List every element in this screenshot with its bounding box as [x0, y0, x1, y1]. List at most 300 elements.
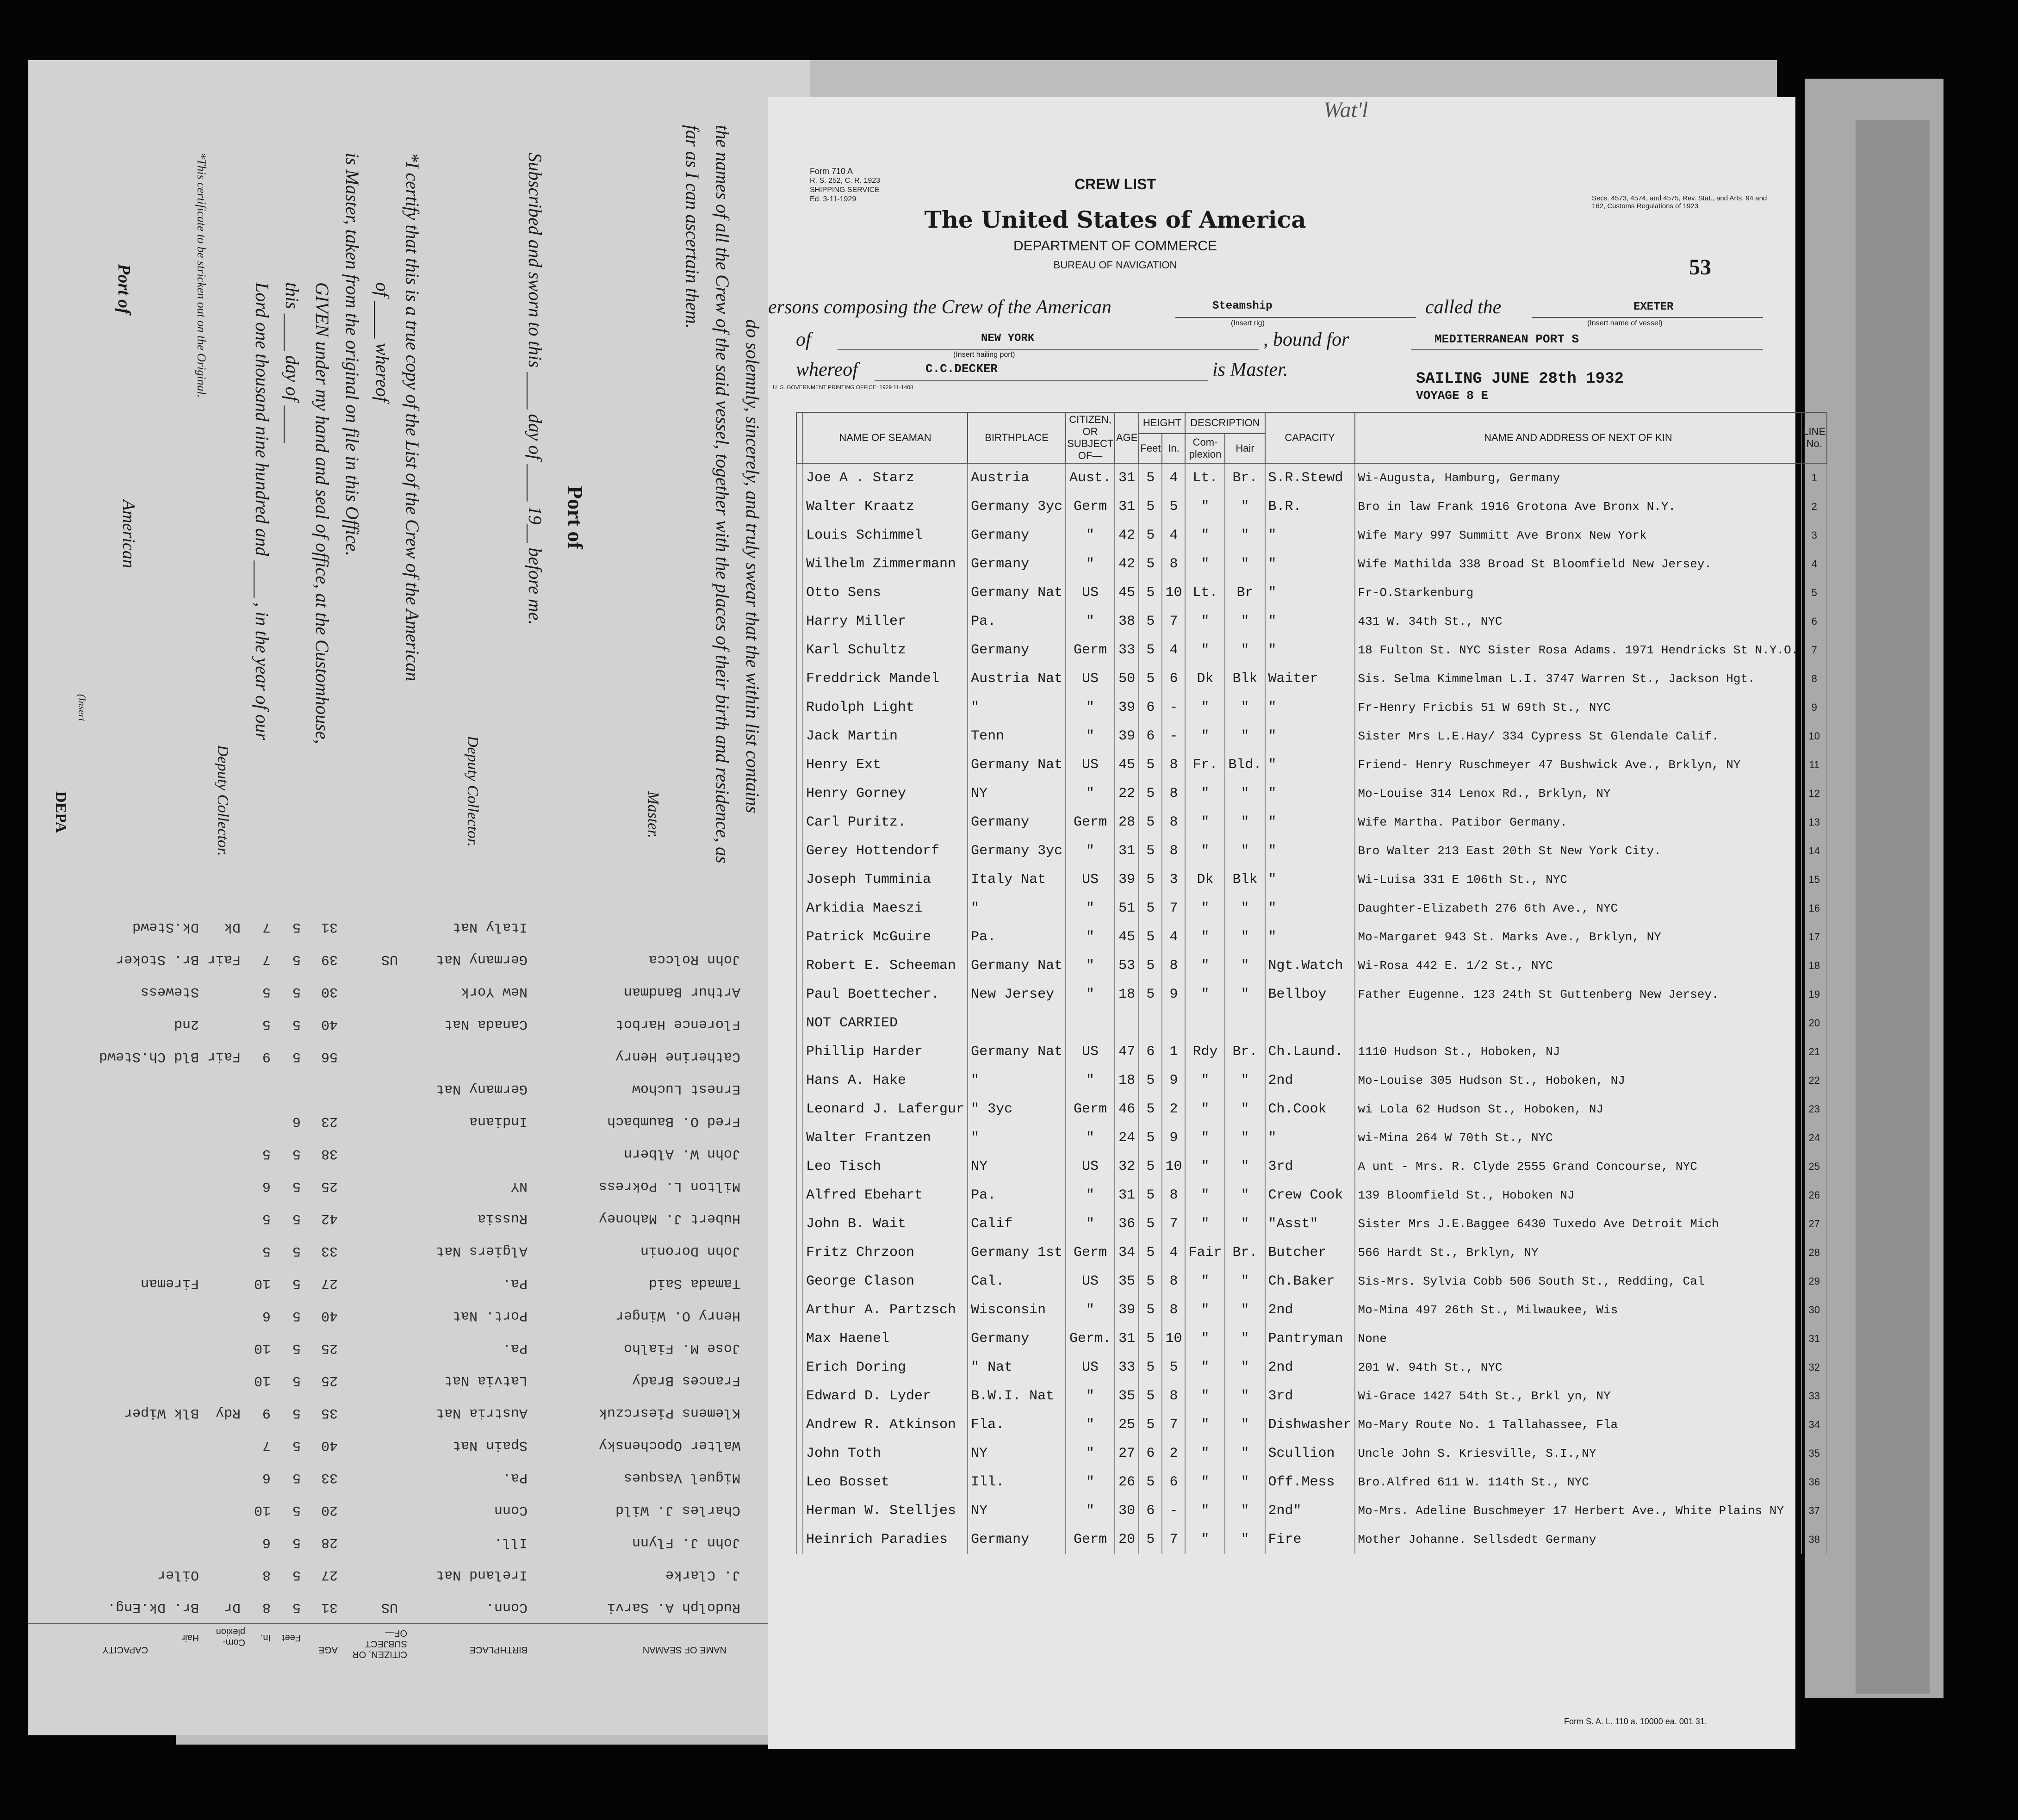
cell-kin: Mo-Mary Route No. 1 Tallahassee, Fla — [1355, 1410, 1802, 1439]
cell-cit: " — [1066, 1296, 1115, 1324]
mirror-cell: Ireland Nat — [435, 1567, 528, 1583]
cell-cap — [1265, 1009, 1355, 1037]
cell-age: 18 — [1115, 1066, 1139, 1095]
mirror-row — [28, 1429, 768, 1458]
cell-in: - — [1162, 722, 1185, 751]
cell-cap: Butcher — [1265, 1238, 1355, 1267]
cell-no: 29 — [1801, 1267, 1827, 1296]
cell-cap: Dishwasher — [1265, 1410, 1355, 1439]
cell-no: 27 — [1801, 1210, 1827, 1238]
cell-kin: Father Eugenne. 123 24th St Guttenberg New Jersey. — [1355, 980, 1802, 1009]
row-marker — [796, 550, 803, 578]
cell-age: 39 — [1115, 722, 1139, 751]
mirror-cell: 40 — [321, 1016, 338, 1032]
cell-kin: Daughter-Elizabeth 276 6th Ave., NYC — [1355, 894, 1802, 923]
cell-cit: Germ — [1066, 1095, 1115, 1124]
cell-hair: " — [1225, 550, 1265, 578]
cell-kin: Wi-Luisa 331 E 106th St., NYC — [1355, 865, 1802, 894]
mirror-row — [28, 975, 768, 1004]
cell-comp: " — [1185, 980, 1225, 1009]
mirror-cell: 5 — [292, 1534, 301, 1550]
cell-ft: 5 — [1139, 578, 1162, 607]
form-sub-1: R. S. 252, C. R. 1923 — [810, 177, 881, 185]
cell-birth: Pa. — [968, 923, 1066, 951]
cell-hair: " — [1225, 779, 1265, 808]
form-line-2: of — [796, 329, 811, 350]
cell-hair: " — [1225, 808, 1265, 837]
cell-comp: " — [1185, 1468, 1225, 1497]
cell-comp: " — [1185, 951, 1225, 980]
cell-comp: " — [1185, 1066, 1225, 1095]
cell-birth: " — [968, 894, 1066, 923]
back-sheet-3 — [1856, 120, 1930, 1694]
mirror-cell: Conn — [494, 1502, 528, 1518]
mirror-col-age: AGE — [318, 1645, 338, 1655]
cell-name: Robert E. Scheeman — [803, 951, 968, 980]
cell-in: 10 — [1162, 578, 1185, 607]
cell-cit: " — [1066, 1468, 1115, 1497]
cell-in: 4 — [1162, 636, 1185, 665]
mirror-cell: John J. Flynn — [632, 1534, 740, 1550]
cell-in: 9 — [1162, 1124, 1185, 1152]
cell-cap: Fire — [1265, 1525, 1355, 1554]
cell-name: Louis Schimmel — [803, 521, 968, 550]
cell-in: 4 — [1162, 463, 1185, 492]
cell-name: Walter Kraatz — [803, 492, 968, 521]
table-row — [796, 693, 1827, 722]
cell-in: 5 — [1162, 492, 1185, 521]
cell-birth: Germany Nat — [968, 578, 1066, 607]
mirror-row — [28, 1170, 768, 1199]
cell-birth: Italy Nat — [968, 865, 1066, 894]
cell-in: 7 — [1162, 1210, 1185, 1238]
mirror-cell: 56 — [321, 1049, 338, 1064]
mirror-cell: Bld Ch.Stewd — [99, 1049, 199, 1064]
cell-birth: B.W.I. Nat — [968, 1382, 1066, 1410]
cell-cit: " — [1066, 1124, 1115, 1152]
cell-comp: " — [1185, 1353, 1225, 1382]
cell-birth: " — [968, 693, 1066, 722]
cell-cap: "Asst" — [1265, 1210, 1355, 1238]
cert-line: the names of all the Crew of the said vessel, together with the places of their birth and residence, as — [712, 125, 733, 863]
cell-comp: Lt. — [1185, 578, 1225, 607]
mirror-cell: Dk — [224, 919, 241, 935]
col-citizen: CITIZEN, OR SUBJECT OF— — [1066, 412, 1115, 463]
cell-age: 51 — [1115, 894, 1139, 923]
cell-birth: New Jersey — [968, 980, 1066, 1009]
col-feet: Feet — [1139, 434, 1162, 463]
cell-kin: Wi-Augusta, Hamburg, Germany — [1355, 463, 1802, 492]
table-row — [796, 779, 1827, 808]
cell-cit: Germ. — [1066, 1324, 1115, 1353]
row-marker — [796, 693, 803, 722]
insert-label: (Insert — [76, 694, 88, 721]
mirror-cell: 5 — [292, 1275, 301, 1291]
row-marker — [796, 1238, 803, 1267]
cell-no: 1 — [1801, 463, 1827, 492]
mirror-cell: 5 — [292, 1308, 301, 1323]
cell-birth: Germany 3yc — [968, 837, 1066, 865]
cell-name: Carl Puritz. — [803, 808, 968, 837]
cell-birth: Wisconsin — [968, 1296, 1066, 1324]
mirror-row — [28, 911, 768, 939]
cell-hair: " — [1225, 521, 1265, 550]
cell-no: 38 — [1801, 1525, 1827, 1554]
cell-name: Arkidia Maeszi — [803, 894, 968, 923]
mirror-cell: Tamada Said — [648, 1275, 740, 1291]
mirror-cell: Oiler — [157, 1567, 199, 1583]
cell-cap: " — [1265, 865, 1355, 894]
row-marker — [796, 1296, 803, 1324]
cell-ft: 5 — [1139, 1296, 1162, 1324]
mirror-cell: 8 — [262, 1599, 271, 1615]
cell-name: Fritz Chrzoon — [803, 1238, 968, 1267]
cell-birth: Germany Nat — [968, 1037, 1066, 1066]
cell-no: 37 — [1801, 1497, 1827, 1525]
cell-name: Karl Schultz — [803, 636, 968, 665]
cell-name: Harry Miller — [803, 607, 968, 636]
cell-comp: Lt. — [1185, 463, 1225, 492]
cell-ft: 5 — [1139, 1238, 1162, 1267]
cell-in: 10 — [1162, 1324, 1185, 1353]
cell-hair: " — [1225, 837, 1265, 865]
cell-name: Herman W. Stelljes — [803, 1497, 968, 1525]
cell-age: 31 — [1115, 492, 1139, 521]
mirror-col-birthplace: BIRTHPLACE — [469, 1645, 528, 1655]
cell-birth: Germany — [968, 808, 1066, 837]
cell-birth: " — [968, 1066, 1066, 1095]
cell-no: 7 — [1801, 636, 1827, 665]
cert-line: *I certify that this is a true copy of the List of the Crew of the American — [402, 153, 423, 682]
cell-no: 13 — [1801, 808, 1827, 837]
cell-name: Jack Martin — [803, 722, 968, 751]
cell-in: 6 — [1162, 665, 1185, 693]
row-marker — [796, 1497, 803, 1525]
mirror-cell: 5 — [292, 1437, 301, 1453]
cell-kin: 201 W. 94th St., NYC — [1355, 1353, 1802, 1382]
cell-cap: S.R.Stewd — [1265, 463, 1355, 492]
cell-hair: " — [1225, 1095, 1265, 1124]
cell-ft: 6 — [1139, 693, 1162, 722]
cell-comp: " — [1185, 1324, 1225, 1353]
mirror-cell: Fair — [207, 951, 241, 967]
mirror-cell: Fireman — [140, 1275, 199, 1291]
row-marker — [796, 808, 803, 837]
row-marker — [796, 1267, 803, 1296]
mirror-cell: 38 — [321, 1146, 338, 1162]
cell-no: 32 — [1801, 1353, 1827, 1382]
cell-age: 25 — [1115, 1410, 1139, 1439]
cell-kin: Wi-Grace 1427 54th St., Brkl yn, NY — [1355, 1382, 1802, 1410]
cell-no: 25 — [1801, 1152, 1827, 1181]
col-inches: In. — [1162, 434, 1185, 463]
department-title: DEPARTMENT OF COMMERCE — [1013, 238, 1217, 254]
cell-cap: 2nd — [1265, 1066, 1355, 1095]
mirror-cell: 5 — [292, 1567, 301, 1583]
cell-in — [1162, 1009, 1185, 1037]
table-row — [796, 1095, 1827, 1124]
cell-birth: Fla. — [968, 1410, 1066, 1439]
cell-cap: 3rd — [1265, 1152, 1355, 1181]
mirror-cell: 5 — [292, 1146, 301, 1162]
cell-kin: 431 W. 34th St., NYC — [1355, 607, 1802, 636]
row-marker — [796, 1382, 803, 1410]
mirror-cell: 5 — [292, 951, 301, 967]
mirror-cell: 25 — [321, 1178, 338, 1194]
mirror-cell: 42 — [321, 1211, 338, 1226]
cert-line: do solemnly, sincerely, and truly swear that the within list contains — [742, 319, 763, 814]
crew-list-page — [768, 97, 1826, 1749]
cell-cit: " — [1066, 722, 1115, 751]
cell-kin: Wife Mary 997 Summitt Ave Bronx New York — [1355, 521, 1802, 550]
table-row — [796, 980, 1827, 1009]
cell-cap: Pantryman — [1265, 1324, 1355, 1353]
row-marker — [796, 1353, 803, 1382]
table-row — [796, 808, 1827, 837]
row-marker — [796, 492, 803, 521]
row-marker — [796, 751, 803, 779]
row-marker — [796, 779, 803, 808]
cell-comp: " — [1185, 550, 1225, 578]
form-number: Form 710 A — [810, 167, 853, 176]
cell-age: 36 — [1115, 1210, 1139, 1238]
cell-hair: " — [1225, 980, 1265, 1009]
table-row — [796, 550, 1827, 578]
cell-comp: " — [1185, 779, 1225, 808]
cell-kin: Mo-Louise 305 Hudson St., Hoboken, NJ — [1355, 1066, 1802, 1095]
vessel-name: EXETER — [1633, 301, 1674, 313]
mirror-cell: Canada Nat — [444, 1016, 528, 1032]
table-row — [796, 1152, 1827, 1181]
col-name: NAME OF SEAMAN — [803, 412, 968, 463]
mirror-cell: 2nd — [174, 1016, 199, 1032]
cell-comp: " — [1185, 1410, 1225, 1439]
cell-cap: " — [1265, 693, 1355, 722]
cell-hair: Br — [1225, 578, 1265, 607]
mirror-cell: 39 — [321, 951, 338, 967]
cell-birth — [968, 1009, 1066, 1037]
cell-age: 26 — [1115, 1468, 1139, 1497]
cell-comp: " — [1185, 1439, 1225, 1468]
master-name: C.C.DECKER — [925, 362, 998, 376]
cell-no: 30 — [1801, 1296, 1827, 1324]
table-row — [796, 751, 1827, 779]
cell-ft: 5 — [1139, 865, 1162, 894]
cell-name: Leo Bosset — [803, 1468, 968, 1497]
cell-name: NOT CARRIED — [803, 1009, 968, 1037]
row-marker — [796, 1324, 803, 1353]
cell-name: Patrick McGuire — [803, 923, 968, 951]
voyage-number: VOYAGE 8 E — [1416, 389, 1489, 403]
cell-no: 34 — [1801, 1410, 1827, 1439]
cell-no: 6 — [1801, 607, 1827, 636]
cell-cit: " — [1066, 1181, 1115, 1210]
cell-kin: Mo-Margaret 943 St. Marks Ave., Brklyn, NY — [1355, 923, 1802, 951]
cell-hair: " — [1225, 1439, 1265, 1468]
mirror-cell: Blk Wiper — [124, 1405, 199, 1421]
cell-in: 1 — [1162, 1037, 1185, 1066]
cell-name: Heinrich Paradies — [803, 1525, 968, 1554]
mirror-cell: 5 — [292, 1016, 301, 1032]
cell-kin: Bro in law Frank 1916 Grotona Ave Bronx N.Y. — [1355, 492, 1802, 521]
mirror-row — [28, 943, 768, 972]
mirror-cell: Florence Harbot — [615, 1016, 740, 1032]
row-marker — [796, 1181, 803, 1210]
cell-cit — [1066, 1009, 1115, 1037]
row-marker — [796, 980, 803, 1009]
table-row — [796, 923, 1827, 951]
cell-kin: Friend- Henry Ruschmeyer 47 Bushwick Ave., Brklyn, NY — [1355, 751, 1802, 779]
cell-in: 8 — [1162, 1382, 1185, 1410]
cert-line: of ____ whereof — [372, 282, 393, 402]
row-marker — [796, 1124, 803, 1152]
cell-ft — [1139, 1009, 1162, 1037]
cell-name: Arthur A. Partzsch — [803, 1296, 968, 1324]
cell-in: 7 — [1162, 894, 1185, 923]
mirror-cell: 5 — [292, 1599, 301, 1615]
cell-name: Leo Tisch — [803, 1152, 968, 1181]
mirror-cell: New York — [460, 984, 528, 1000]
cell-cit: Germ — [1066, 1525, 1115, 1554]
cell-age — [1115, 1009, 1139, 1037]
cell-name: Henry Ext — [803, 751, 968, 779]
cell-comp: " — [1185, 521, 1225, 550]
handwritten-note: Wat'l — [1323, 98, 1368, 122]
mirror-cell: Stewess — [140, 984, 199, 1000]
cell-in: 8 — [1162, 779, 1185, 808]
cell-cap: " — [1265, 1124, 1355, 1152]
cell-no: 12 — [1801, 779, 1827, 808]
deputy-collector-2: Deputy Collector. — [214, 745, 231, 856]
cell-hair — [1225, 1009, 1265, 1037]
cell-no: 8 — [1801, 665, 1827, 693]
mirror-cell: Fair — [207, 1049, 241, 1064]
row-marker — [796, 1210, 803, 1238]
mirror-cell: 5 — [292, 1373, 301, 1388]
cell-ft: 5 — [1139, 492, 1162, 521]
cell-name: Paul Boettecher. — [803, 980, 968, 1009]
cell-cap: " — [1265, 521, 1355, 550]
cell-cit: " — [1066, 1210, 1115, 1238]
cell-age: 42 — [1115, 550, 1139, 578]
mirror-row — [28, 1397, 768, 1425]
cell-comp: " — [1185, 607, 1225, 636]
cell-ft: 5 — [1139, 1124, 1162, 1152]
col-line-no: LINE No. — [1801, 412, 1827, 463]
cell-in: 4 — [1162, 521, 1185, 550]
cell-kin: Sister Mrs L.E.Hay/ 334 Cypress St Glendale Calif. — [1355, 722, 1802, 751]
cell-kin: Sis-Mrs. Sylvia Cobb 506 South St., Redding, Cal — [1355, 1267, 1802, 1296]
cell-in: 3 — [1162, 865, 1185, 894]
mirror-cell: 5 — [292, 1502, 301, 1518]
cell-kin: Wi-Rosa 442 E. 1/2 St., NYC — [1355, 951, 1802, 980]
cell-kin: Wife Mathilda 338 Broad St Bloomfield New Jersey. — [1355, 550, 1802, 578]
cell-cap: Ch.Baker — [1265, 1267, 1355, 1296]
home-port: NEW YORK — [981, 332, 1035, 345]
cell-hair: Br. — [1225, 463, 1265, 492]
mirror-cell: Rdy — [215, 1405, 241, 1421]
cell-cap: Bellboy — [1265, 980, 1355, 1009]
mirror-cell: 35 — [321, 1405, 338, 1421]
mirror-cell: 5 — [292, 919, 301, 935]
mirror-cell: 5 — [292, 1470, 301, 1485]
mirror-row — [28, 1591, 768, 1620]
cell-age: 28 — [1115, 808, 1139, 837]
cell-birth: Pa. — [968, 607, 1066, 636]
cell-name: Walter Frantzen — [803, 1124, 968, 1152]
cell-comp: " — [1185, 1382, 1225, 1410]
cell-birth: NY — [968, 779, 1066, 808]
col-index — [796, 412, 803, 463]
mirror-cell: 7 — [262, 919, 271, 935]
mirror-row — [28, 1040, 768, 1069]
mirror-cell: 7 — [262, 1437, 271, 1453]
cell-age: 50 — [1115, 665, 1139, 693]
mirror-cell: 9 — [262, 1049, 271, 1064]
cell-cit: " — [1066, 779, 1115, 808]
cell-no: 11 — [1801, 751, 1827, 779]
cell-comp: " — [1185, 693, 1225, 722]
col-age: AGE — [1115, 412, 1139, 463]
cell-ft: 5 — [1139, 923, 1162, 951]
cell-ft: 5 — [1139, 636, 1162, 665]
cell-birth: Germany — [968, 1324, 1066, 1353]
cell-age: 39 — [1115, 693, 1139, 722]
cell-hair: " — [1225, 1181, 1265, 1210]
cell-cap: " — [1265, 808, 1355, 837]
cell-cit: " — [1066, 607, 1115, 636]
mirror-cell: 5 — [262, 1243, 271, 1259]
cell-in: - — [1162, 1497, 1185, 1525]
cell-hair: " — [1225, 1152, 1265, 1181]
cell-ft: 6 — [1139, 722, 1162, 751]
table-row — [796, 1267, 1827, 1296]
cell-comp: " — [1185, 722, 1225, 751]
mirror-row — [28, 1105, 768, 1134]
cell-comp: " — [1185, 1152, 1225, 1181]
mirror-row — [28, 1235, 768, 1263]
cell-in: 2 — [1162, 1095, 1185, 1124]
mirror-cell: Pa. — [502, 1340, 528, 1356]
cell-hair: " — [1225, 1210, 1265, 1238]
cell-kin — [1355, 1009, 1802, 1037]
cell-ft: 5 — [1139, 1382, 1162, 1410]
cell-birth: Germany Nat — [968, 951, 1066, 980]
cell-no: 14 — [1801, 837, 1827, 865]
mirror-col-capacity: CAPACITY — [102, 1645, 148, 1655]
mirror-cell: J. Clarke — [665, 1567, 740, 1583]
col-height: HEIGHT — [1139, 412, 1185, 434]
form-line-3: whereof — [796, 359, 858, 380]
cert-line: Lord one thousand nine hundred and ____ , in the year of our — [252, 282, 273, 740]
cell-ft: 5 — [1139, 1181, 1162, 1210]
cell-kin: Mother Johanne. Sellsdedt Germany — [1355, 1525, 1802, 1554]
row-marker — [796, 665, 803, 693]
cell-age: 39 — [1115, 865, 1139, 894]
cell-ft: 5 — [1139, 779, 1162, 808]
american-label: American — [119, 500, 138, 568]
cell-no: 35 — [1801, 1439, 1827, 1468]
cert-line: GIVEN under my hand and seal of office, at the Customhouse, — [312, 282, 333, 744]
cell-ft: 5 — [1139, 550, 1162, 578]
mirror-row — [28, 1267, 768, 1296]
mirror-cell: 5 — [292, 1405, 301, 1421]
rule — [1532, 317, 1763, 318]
mirror-cell: 23 — [321, 1113, 338, 1129]
rule — [1175, 317, 1416, 318]
cell-cap: " — [1265, 578, 1355, 607]
cell-name: Gerey Hottendorf — [803, 837, 968, 865]
